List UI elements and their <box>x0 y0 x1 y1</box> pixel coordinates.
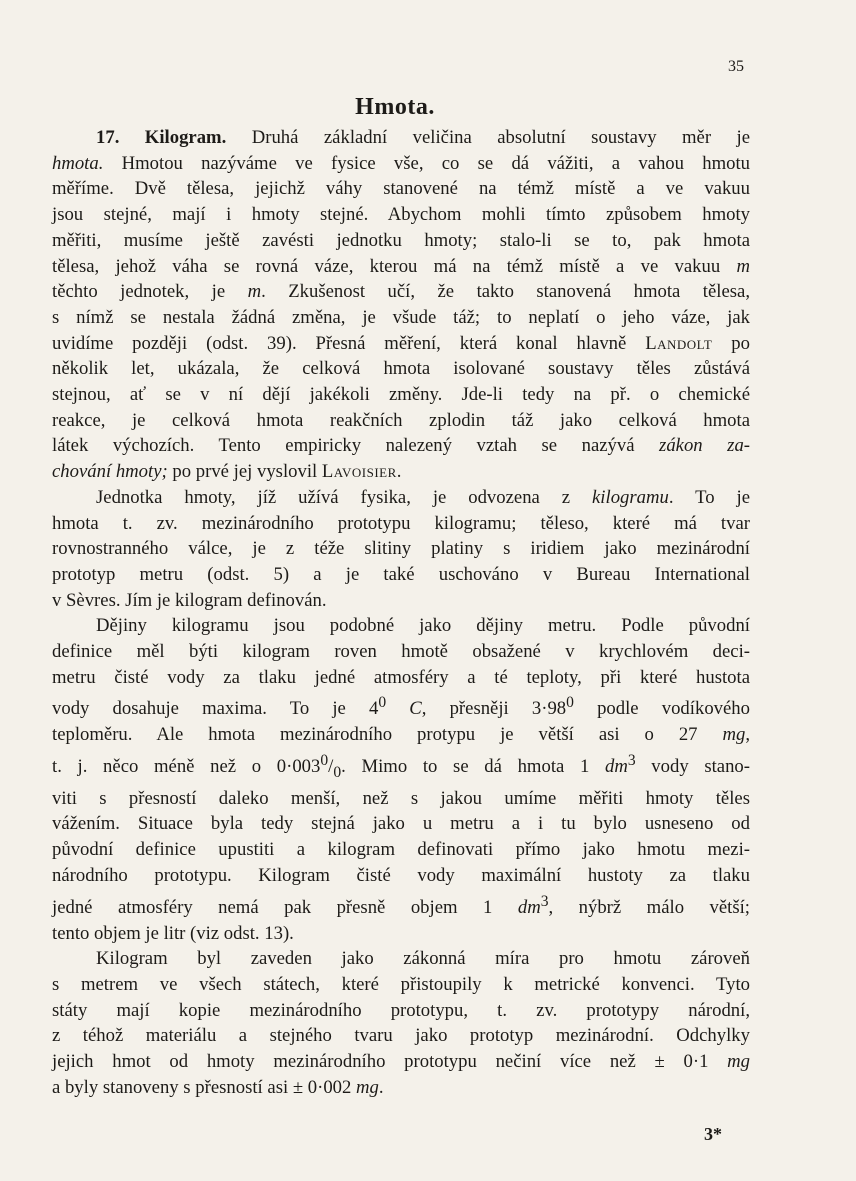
text-line: hmota t. zv. mezinárodního prototypu kilogramu; těleso, které má tvar <box>52 512 750 534</box>
text-line: hmota. Hmotou nazýváme ve fysice vše, co se dá vážiti, a vahou hmotu <box>52 152 750 174</box>
paragraph-national-prototypes <box>52 946 750 1100</box>
paragraph-unit-definition <box>52 485 750 614</box>
body-text <box>52 125 750 1100</box>
text-line: viti s přesností daleko menší, než s jakou umíme měřiti hmoty těles <box>52 787 750 809</box>
text-line: stejnou, ať se v ní dějí jakékoli změny. Jde-li tedy na př. o chemické <box>52 384 750 406</box>
text-line: s nímž se nestala žádná změna, je všude táž; to neplatí o jeho váze, jak <box>52 306 750 328</box>
text-line: z téhož materiálu a stejného tvaru jako prototyp mezinárodní. Odchylky <box>52 1025 750 1047</box>
signature-mark: 3* <box>704 1124 722 1144</box>
text-line: státy mají kopie mezinárodního prototypu, t. zv. prototypy národní, <box>52 999 750 1021</box>
text-line: Dějiny kilogramu jsou podobné jako dějiny metru. Podle původní <box>96 615 750 637</box>
text-line: měřiti, musíme ještě zavésti jednotku hmoty; stalo-li se to, pak hmota <box>52 229 750 251</box>
text-line: reakce, je celková hmota reakčních zplodin táž jako celková hmota <box>52 409 750 431</box>
text-line: těchto jednotek, je m. Zkušenost učí, že takto stanovená hmota tělesa, <box>52 281 751 303</box>
text-line: tělesa, jehož váha se rovná váze, kterou má na témž místě a ve vakuu m <box>52 255 750 277</box>
text-line: vody dosahuje maxima. To je $4^0$ C, přesněji $3\cdot 98^0$ podle vodíkového <box>52 694 750 720</box>
text-line: jsou stejné, mají i hmoty stejné. Abychom mohli tímto způsobem hmoty <box>52 204 750 226</box>
text-line: v Sèvres. Jím je kilogram definován. <box>52 589 327 611</box>
text-line: a byly stanoveny s přesností asi ± 0·002 mg. <box>52 1076 384 1098</box>
text-line: t. j. něco méně než o $0\cdot 003^0/_0$. Mimo to se dá hmota 1 $dm^3$ vody stano- <box>52 752 751 782</box>
text-line: látek výchozích. Tento empiricky nalezený vztah se nazývá zákon za- <box>52 435 751 457</box>
text-line: měříme. Dvě tělesa, jejichž váhy stanovené na témž místě a ve vakuu <box>52 178 750 200</box>
paragraph-kilogram-intro <box>52 125 750 485</box>
text-line: tento objem je litr (viz odst. 13). <box>52 922 294 944</box>
text-line: 17. Kilogram. Druhá základní veličina absolutní soustavy měr je <box>96 127 751 148</box>
text-line: Kilogram byl zaveden jako zákonná míra pro hmotu zároveň <box>96 948 750 970</box>
text-line: několik let, ukázala, že celková hmota isolované soustavy těles zůstává <box>52 358 750 380</box>
text-line: národního prototypu. Kilogram čisté vody maximální hustoty za tlaku <box>52 864 750 886</box>
text-line: teploměru. Ale hmota mezinárodního protypu je větší asi o 27 mg, <box>52 724 750 746</box>
text-line: vážením. Situace byla tedy stejná jako u metru a i tu bylo usneseno od <box>52 813 750 835</box>
page-number: 35 <box>728 58 744 75</box>
text-line: původní definice upustiti a kilogram definovati přímo jako hmotu mezi- <box>52 839 750 861</box>
text-line: jedné atmosféry nemá pak přesně objem 1 $dm^3$, nýbrž málo větší; <box>52 892 751 918</box>
text-line: uvidíme později (odst. 39). Přesná měření, která konal hlavně Landolt po <box>52 332 750 354</box>
text-line: prototyp metru (odst. 5) a je také uschováno v Bureau International <box>52 563 750 585</box>
paragraph-history <box>52 613 750 946</box>
text-line: metru čisté vody za tlaku jedné atmosféry a té teploty, při které hustota <box>52 666 750 688</box>
text-line: rovnostranného válce, je z téže slitiny platiny s iridiem jako mezinárodní <box>52 538 750 560</box>
text-line: Jednotka hmoty, jíž užívá fysika, je odvozena z kilogramu. To je <box>96 486 750 508</box>
text-line: jejich hmot od hmoty mezinárodního prototypu nečiní více než ± 0·1 mg <box>52 1051 750 1073</box>
text-line: definice měl býti kilogram roven hmotě obsažené v krychlovém deci- <box>52 641 750 663</box>
section-heading: Hmota. <box>355 94 435 120</box>
text-line: s metrem ve všech státech, které přistoupily k metrické konvenci. Tyto <box>52 973 750 995</box>
text-line: chování hmoty; po prvé jej vyslovil Lavoisier. <box>52 461 402 483</box>
